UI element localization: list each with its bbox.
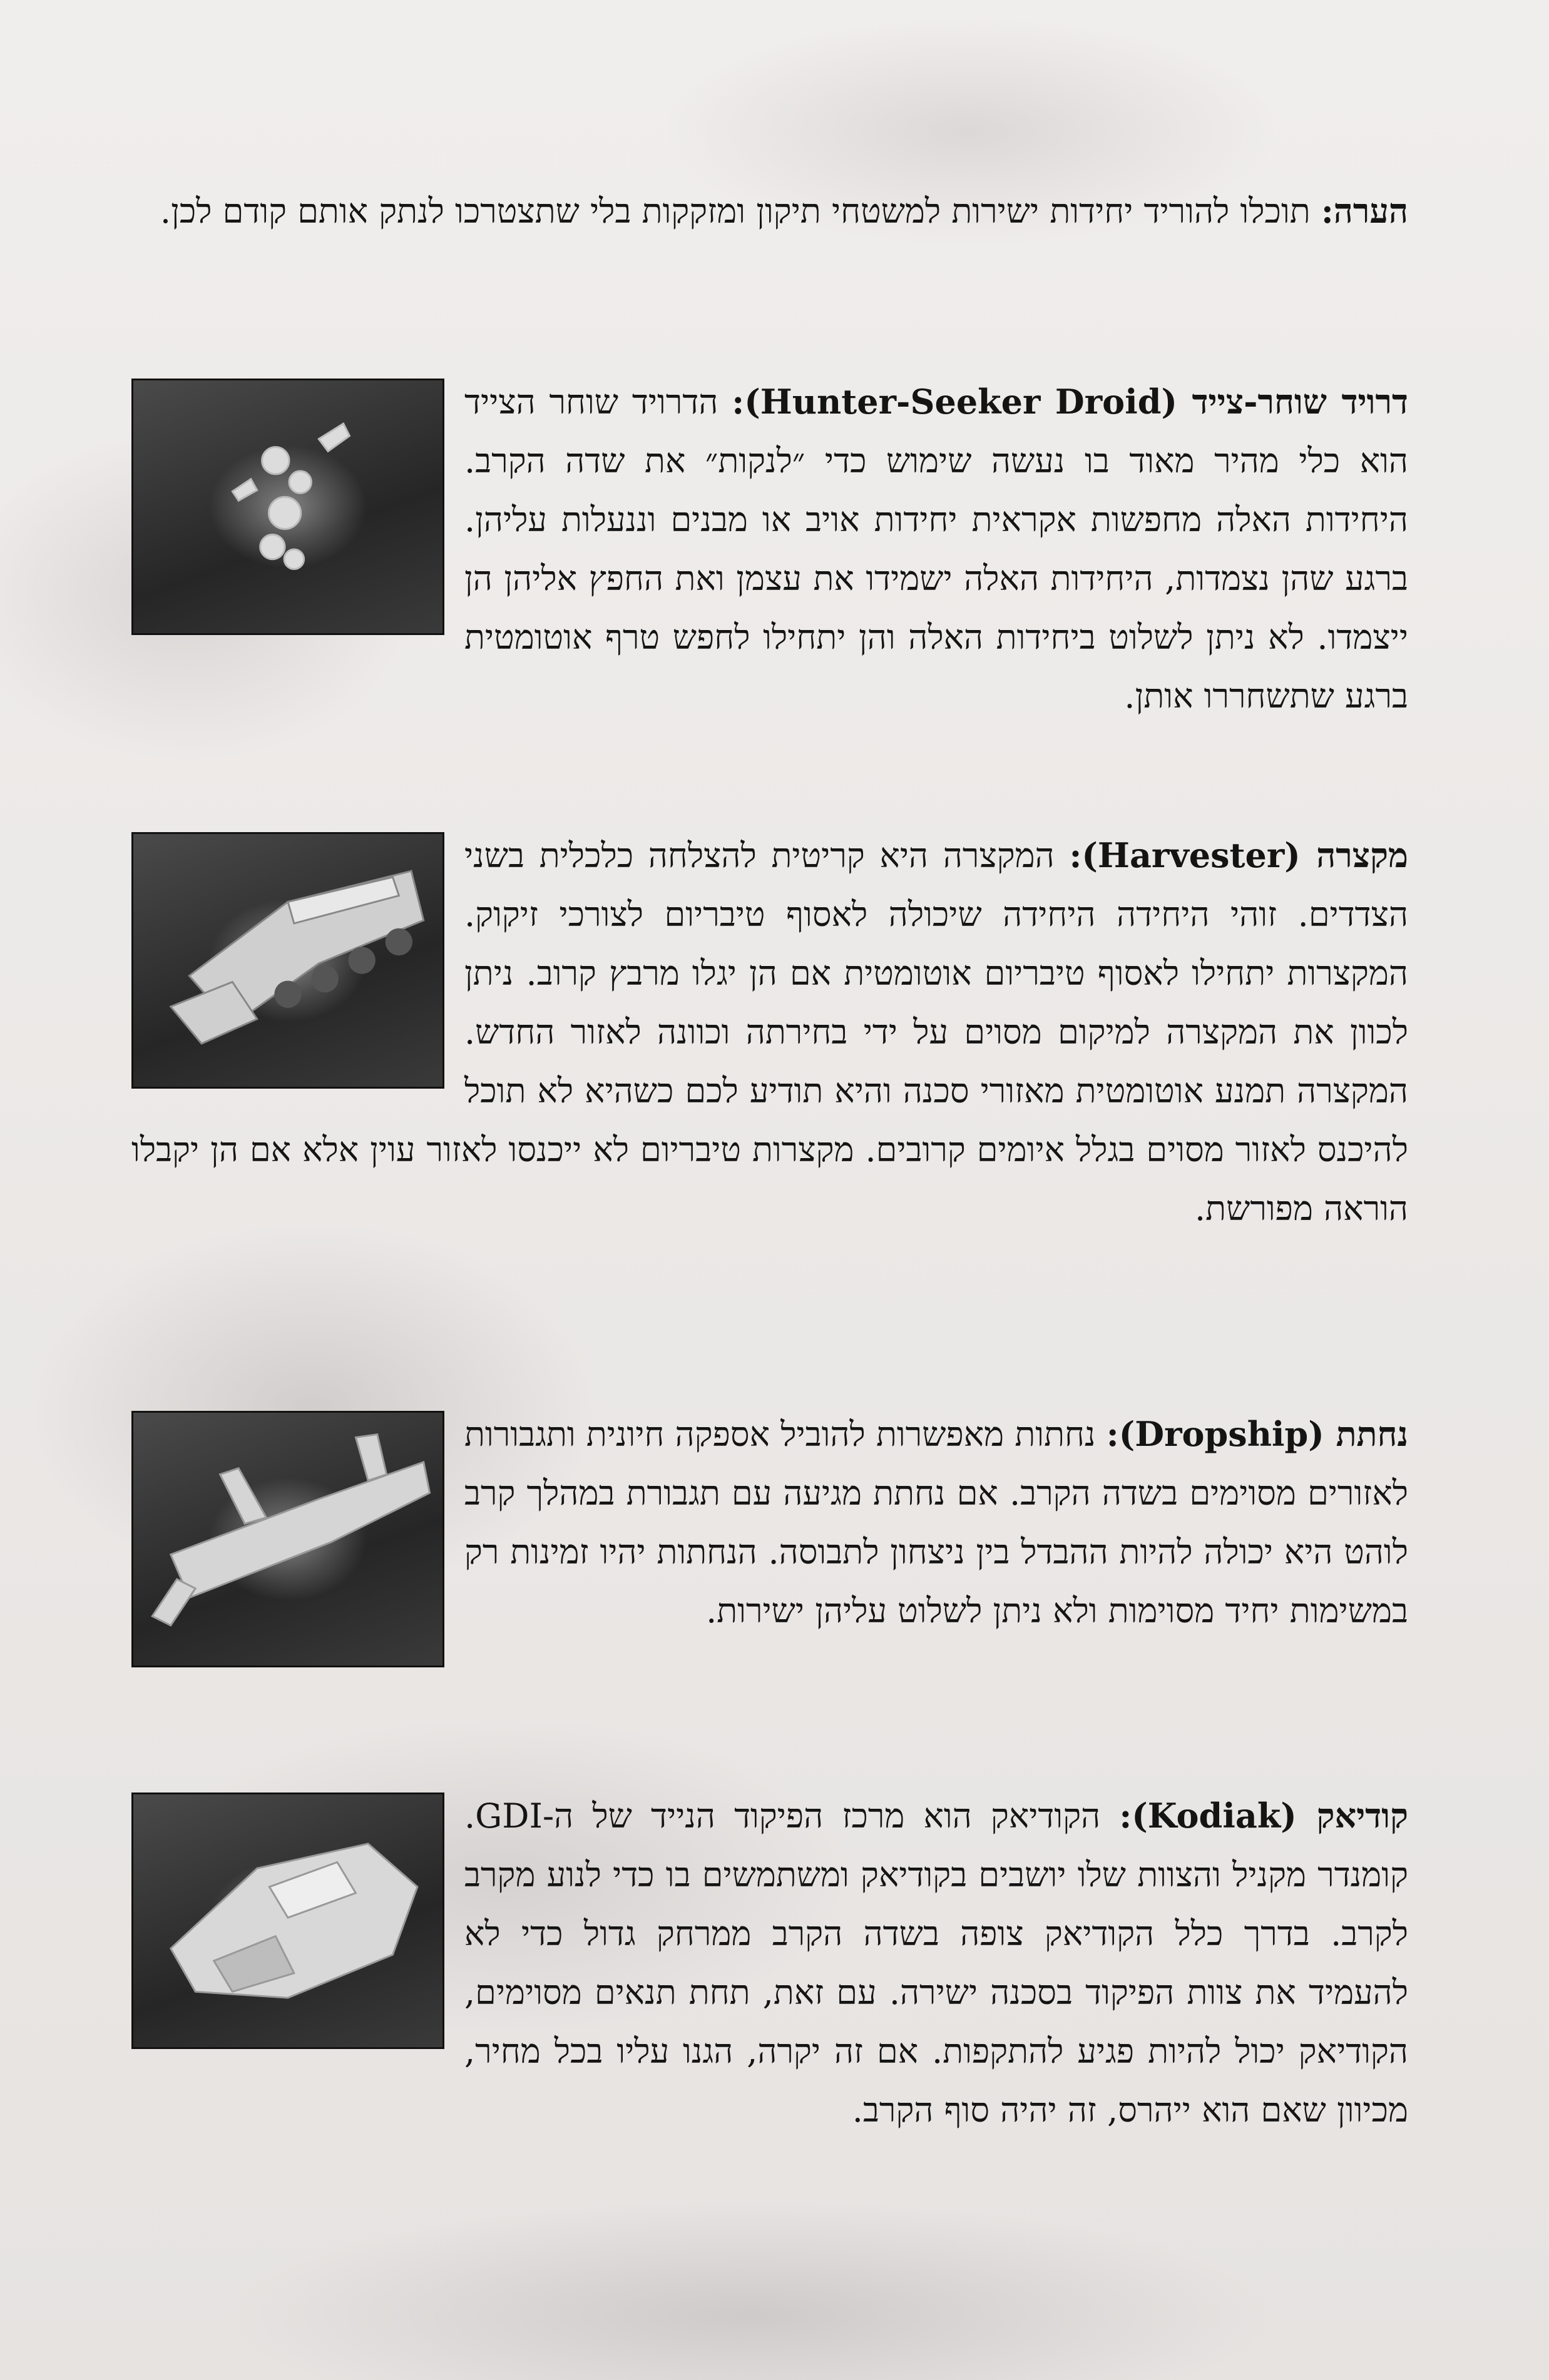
- unit-hunter-seeker-droid: [131, 372, 1408, 726]
- kodiak-body: הקודיאק הוא מרכז הפיקוד הנייד של ה-GDI. קומנדר מקניל והצוות שלו יושבים בקודיאק ומשתמשים בו כדי לנוע מקרב לקרב. בדרך כלל הקודיאק צופה בשדה הקרב ממרחק גדול כדי לא להעמיד את צוות הפיקוד בסכנה ישירה. עם זאת, תחת תנאים מסוימים, הקודיאק יכול להיות פגיע להתקפות. אם זה יקרה, הגנו עליו בכל מחיר, מכיוון שאם הוא ייהרס, זה יהיה סוף הקרב.: [464, 1796, 1408, 2130]
- harvester-image: [131, 832, 444, 1089]
- unit-dropship: [131, 1405, 1408, 1675]
- harvester-body: המקצרה היא קריטית להצלחה כלכלית בשני הצדדים. זוהי היחידה היחידה שיכולה לאסוף טיבריום לצורכי זיקוק. המקצרות יתחילו לאסוף טיבריום אוטומטית אם הן יגלו מרבץ קרוב. ניתן לכוון את המקצרה למיקום מסוים על ידי בחירתה וכוונה לאזור החדש. המקצרה תמנע אוטומטית מאזורי סכנה והיא תודיע לכם כשהיא לא תוכל להיכנס לאזור מסוים בגלל איומים קרובים. מקצרות טיבריום לא ייכנסו לאזור עוין אלא אם הן יקבלו הוראה מפורשת.: [131, 836, 1408, 1228]
- unit-kodiak: [131, 1786, 1408, 2140]
- kodiak-heading: קודיאק (Kodiak):: [1119, 1796, 1408, 1836]
- note-text: תוכלו להוריד יחידות ישירות למשטחי תיקון ומזקקות בלי שתצטרכו לנתק אותם קודם לכן.: [160, 191, 1321, 231]
- dropship-image: [131, 1411, 444, 1667]
- kodiak-image: [131, 1793, 444, 2049]
- hunter-seeker-droid-image: [131, 379, 444, 635]
- hunter-seeker-droid-body: הדרויד שוחר הצייד הוא כלי מהיר מאוד בו נעשה שימוש כדי ״לנקות״ את שדה הקרב. היחידות האלה מחפשות אקראית יחידות אויב או מבנים וננעלות עליהן. ברגע שהן נצמדות, היחידות האלה ישמידו את עצמן ואת החפץ אליהן הן ייצמדו. לא ניתן לשלוט ביחידות האלה והן יתחילו לחפש טרף אוטומטית ברגע שתשחררו אותן.: [464, 382, 1408, 716]
- unit-harvester: [131, 826, 1408, 1238]
- dropship-body: נחתות מאפשרות להוביל אספקה חיונית ותגבורות לאזורים מסוימים בשדה הקרב. אם נחתת מגיעה עם תגבורת במהלך קרב לוהט היא יכולה להיות ההבדל בין ניצחון לתבוסה. הנחתות יהיו זמינות רק במשימות יחיד מסוימות ולא ניתן לשלוט עליהן ישירות.: [464, 1415, 1408, 1630]
- harvester-heading: מקצרה (Harvester):: [1069, 835, 1408, 875]
- hunter-seeker-droid-heading: דרויד שוחר-צייד (Hunter-Seeker Droid):: [732, 382, 1408, 422]
- note-label: הערה:: [1321, 191, 1408, 231]
- dropship-heading: נחתת (Dropship):: [1106, 1414, 1409, 1454]
- note-paragraph: [131, 181, 1408, 241]
